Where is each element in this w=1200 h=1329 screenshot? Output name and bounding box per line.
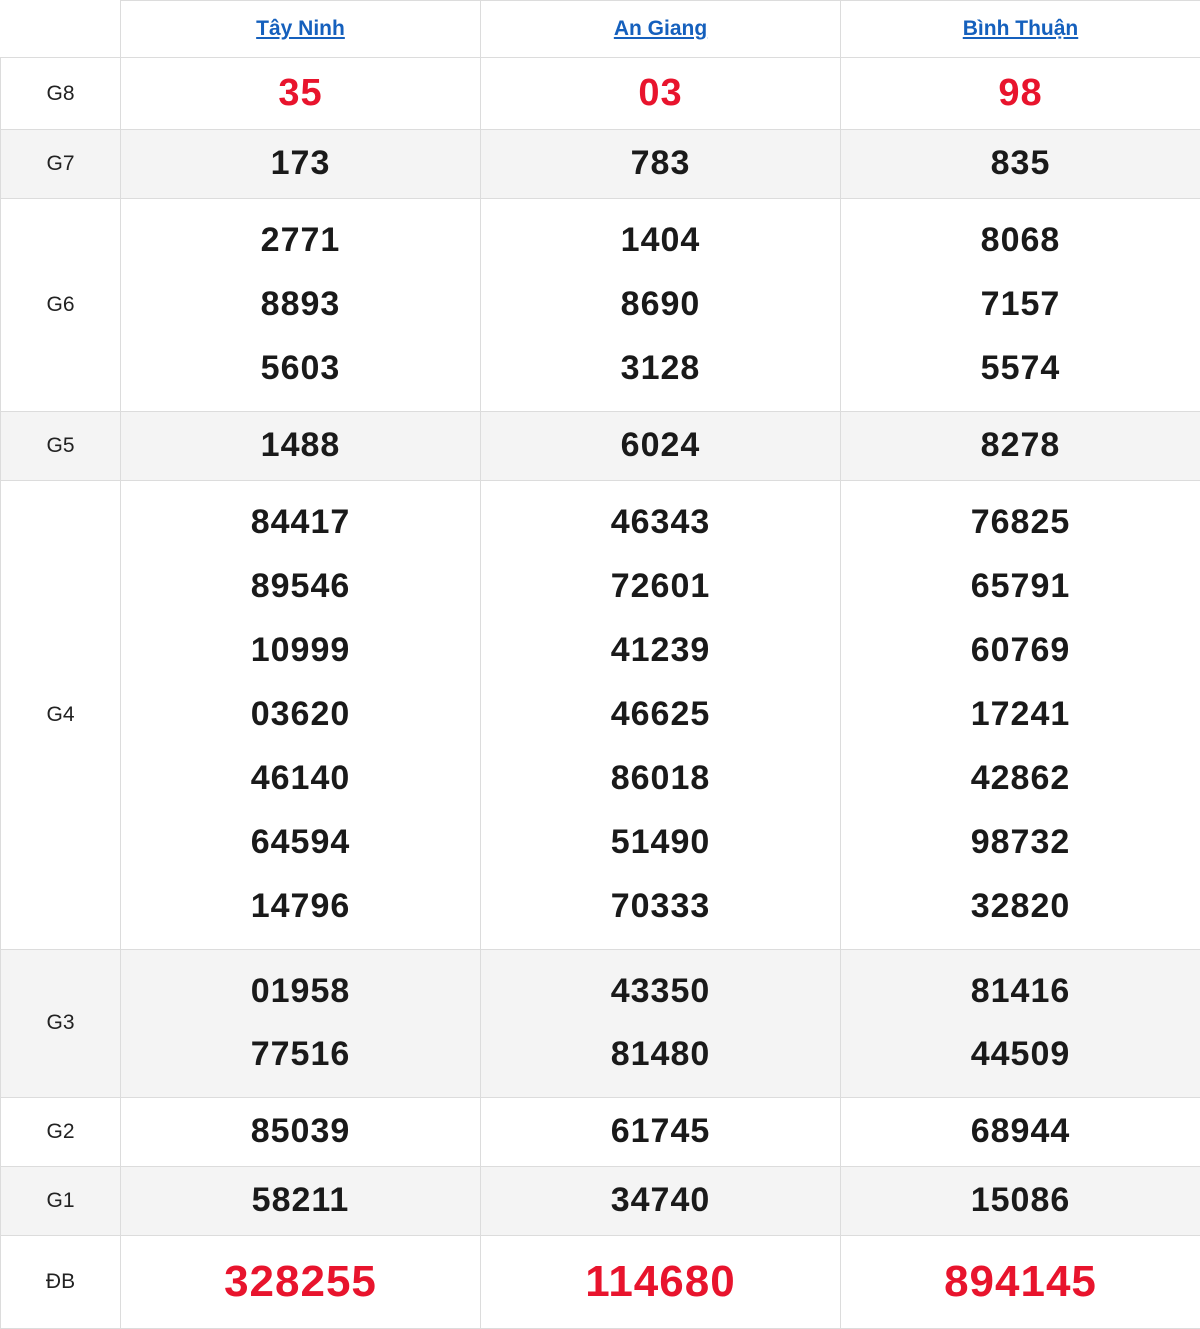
result-cell xyxy=(121,130,481,199)
result-number: 17241 xyxy=(841,683,1200,747)
province-header-2 xyxy=(481,1,841,58)
result-cell xyxy=(481,949,841,1098)
result-number: 84417 xyxy=(121,491,480,555)
result-number: 3128 xyxy=(481,337,840,401)
result-number: 43350 xyxy=(481,960,840,1024)
result-cell xyxy=(481,1098,841,1167)
result-number: 81480 xyxy=(481,1023,840,1087)
table-row xyxy=(1,1236,1200,1329)
result-number: 42862 xyxy=(841,747,1200,811)
result-number: 85039 xyxy=(121,1100,480,1164)
result-cell xyxy=(841,481,1200,949)
table-row xyxy=(1,1098,1200,1167)
result-number: 8690 xyxy=(481,273,840,337)
result-number: 5603 xyxy=(121,337,480,401)
table-row xyxy=(1,130,1200,199)
table-row xyxy=(1,481,1200,949)
row-label-g1: G1 xyxy=(1,1167,121,1236)
result-cell xyxy=(481,481,841,949)
result-number: 46625 xyxy=(481,683,840,747)
result-cell xyxy=(841,1236,1200,1329)
result-number: 7157 xyxy=(841,273,1200,337)
result-number: 60769 xyxy=(841,619,1200,683)
result-number: 98732 xyxy=(841,811,1200,875)
result-number: 81416 xyxy=(841,960,1200,1024)
result-number: 64594 xyxy=(121,811,480,875)
result-number: 41239 xyxy=(481,619,840,683)
table-row xyxy=(1,412,1200,481)
result-cell xyxy=(481,412,841,481)
result-number: 35 xyxy=(121,58,480,129)
result-number: 1488 xyxy=(121,414,480,478)
row-label-g3: G3 xyxy=(1,949,121,1098)
result-number: 328255 xyxy=(121,1241,480,1324)
result-number: 1404 xyxy=(481,209,840,273)
result-number: 44509 xyxy=(841,1023,1200,1087)
row-label-g6: G6 xyxy=(1,199,121,412)
result-cell xyxy=(841,58,1200,130)
table-body xyxy=(1,58,1200,1329)
result-number: 783 xyxy=(481,132,840,196)
table-row xyxy=(1,199,1200,412)
row-label-g5: G5 xyxy=(1,412,121,481)
result-number: 46343 xyxy=(481,491,840,555)
result-cell xyxy=(121,412,481,481)
result-cell xyxy=(481,130,841,199)
row-label-đb: ĐB xyxy=(1,1236,121,1329)
province-link-binh-thuan[interactable]: Bình Thuận xyxy=(963,17,1078,40)
result-number: 03620 xyxy=(121,683,480,747)
result-cell xyxy=(121,1098,481,1167)
result-number: 72601 xyxy=(481,555,840,619)
result-cell xyxy=(481,58,841,130)
result-cell xyxy=(841,1098,1200,1167)
result-number: 6024 xyxy=(481,414,840,478)
row-label-g8: G8 xyxy=(1,58,121,130)
result-number: 8278 xyxy=(841,414,1200,478)
row-label-g2: G2 xyxy=(1,1098,121,1167)
row-label-g4: G4 xyxy=(1,481,121,949)
result-number: 114680 xyxy=(481,1241,840,1324)
result-number: 34740 xyxy=(481,1169,840,1233)
result-cell xyxy=(121,1236,481,1329)
result-number: 8068 xyxy=(841,209,1200,273)
result-number: 68944 xyxy=(841,1100,1200,1164)
header-row xyxy=(1,1,1200,58)
result-cell xyxy=(841,949,1200,1098)
result-number: 15086 xyxy=(841,1169,1200,1233)
result-number: 65791 xyxy=(841,555,1200,619)
result-number: 76825 xyxy=(841,491,1200,555)
result-number: 51490 xyxy=(481,811,840,875)
result-cell xyxy=(121,58,481,130)
result-cell xyxy=(121,199,481,412)
result-cell xyxy=(841,199,1200,412)
result-number: 77516 xyxy=(121,1023,480,1087)
result-number: 58211 xyxy=(121,1169,480,1233)
result-cell xyxy=(841,1167,1200,1236)
table-row xyxy=(1,58,1200,130)
province-link-an-giang[interactable]: An Giang xyxy=(614,17,707,40)
result-number: 32820 xyxy=(841,875,1200,939)
row-label-g7: G7 xyxy=(1,130,121,199)
result-number: 98 xyxy=(841,58,1200,129)
result-number: 5574 xyxy=(841,337,1200,401)
result-cell xyxy=(481,1167,841,1236)
result-number: 835 xyxy=(841,132,1200,196)
result-number: 8893 xyxy=(121,273,480,337)
result-number: 86018 xyxy=(481,747,840,811)
result-cell xyxy=(121,949,481,1098)
province-header-3 xyxy=(841,1,1200,58)
province-link-tay-ninh[interactable]: Tây Ninh xyxy=(256,17,345,40)
result-number: 173 xyxy=(121,132,480,196)
table-row xyxy=(1,949,1200,1098)
result-number: 14796 xyxy=(121,875,480,939)
table-row xyxy=(1,1167,1200,1236)
corner-cell xyxy=(1,1,121,58)
result-cell xyxy=(481,1236,841,1329)
result-number: 03 xyxy=(481,58,840,129)
result-number: 70333 xyxy=(481,875,840,939)
result-number: 61745 xyxy=(481,1100,840,1164)
result-number: 46140 xyxy=(121,747,480,811)
result-number: 01958 xyxy=(121,960,480,1024)
result-cell xyxy=(481,199,841,412)
result-cell xyxy=(841,412,1200,481)
result-number: 89546 xyxy=(121,555,480,619)
result-cell xyxy=(841,130,1200,199)
result-cell xyxy=(121,1167,481,1236)
result-number: 10999 xyxy=(121,619,480,683)
province-header-1 xyxy=(121,1,481,58)
result-cell xyxy=(121,481,481,949)
table-header xyxy=(1,1,1200,58)
result-number: 894145 xyxy=(841,1241,1200,1324)
result-number: 2771 xyxy=(121,209,480,273)
